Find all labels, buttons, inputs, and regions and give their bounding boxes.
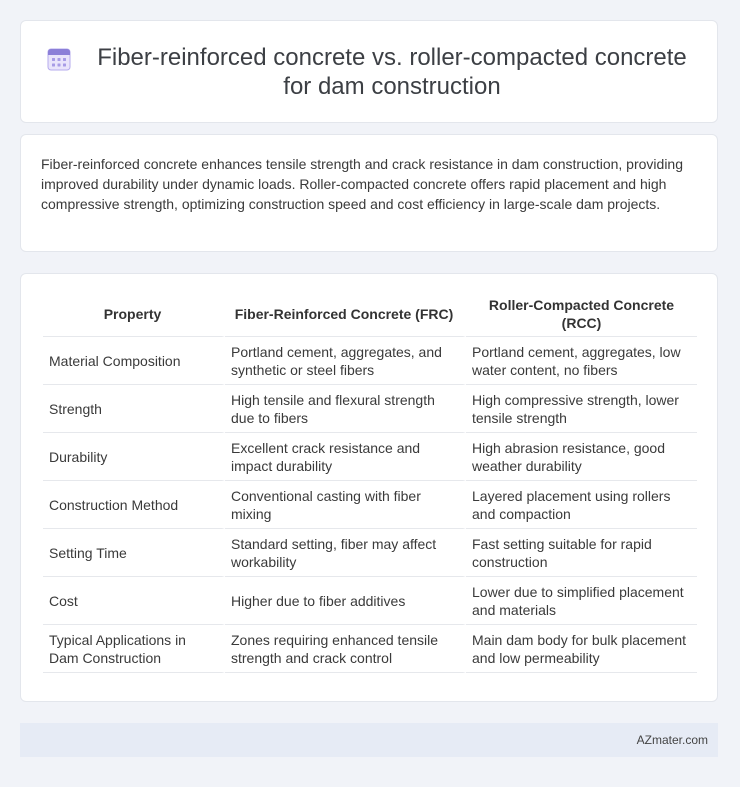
cell-frc: Excellent crack resistance and impact durability [225,433,466,481]
cell-property: Durability [43,433,225,481]
cell-rcc: Layered placement using rollers and compaction [466,481,697,529]
header-rcc: Roller-Compacted Concrete (RCC) [466,292,697,337]
cell-property: Construction Method [43,481,225,529]
cell-property: Material Composition [43,337,225,385]
summary-text: Fiber-reinforced concrete enhances tensile strength and crack resistance in dam construction, providing improved durability under dynamic loads. Roller-compacted concrete offers rapid placement and high compressive strength, optimizing construction speed and cost efficiency in large-scale dam projects. [41,156,683,212]
footer-site-link[interactable]: AZmater.com [636,733,708,747]
cell-rcc: Main dam body for bulk placement and low permeability [466,625,697,673]
cell-frc: Zones requiring enhanced tensile strength and crack control [225,625,466,673]
cell-property: Strength [43,385,225,433]
title-wrap [22,43,716,101]
cell-property: Cost [43,577,225,625]
cell-frc: Higher due to fiber additives [225,577,466,625]
title-card [20,20,718,123]
header-frc: Fiber-Reinforced Concrete (FRC) [225,292,466,337]
table-row [43,433,697,481]
footer-bar [20,723,718,757]
table-header-row [43,292,697,337]
cell-rcc: High compressive strength, lower tensile strength [466,385,697,433]
page-title: Fiber-reinforced concrete vs. roller-compacted concrete for dam construction [97,43,687,100]
cell-rcc: High abrasion resistance, good weather durability [466,433,697,481]
cell-frc: Standard setting, fiber may affect workability [225,529,466,577]
comparison-table [43,292,697,673]
table-row [43,625,697,673]
cell-frc: Conventional casting with fiber mixing [225,481,466,529]
table-row [43,481,697,529]
calendar-grid-icon [46,46,72,72]
cell-frc: High tensile and flexural strength due to fibers [225,385,466,433]
comparison-table-card [20,273,718,702]
table-row [43,385,697,433]
table-row [43,529,697,577]
summary-card [20,134,718,252]
cell-rcc: Portland cement, aggregates, low water content, no fibers [466,337,697,385]
table-row [43,577,697,625]
cell-rcc: Lower due to simplified placement and materials [466,577,697,625]
table-row [43,337,697,385]
header-property: Property [43,292,225,337]
cell-frc: Portland cement, aggregates, and synthetic or steel fibers [225,337,466,385]
cell-property: Setting Time [43,529,225,577]
cell-rcc: Fast setting suitable for rapid construction [466,529,697,577]
cell-property: Typical Applications in Dam Construction [43,625,225,673]
